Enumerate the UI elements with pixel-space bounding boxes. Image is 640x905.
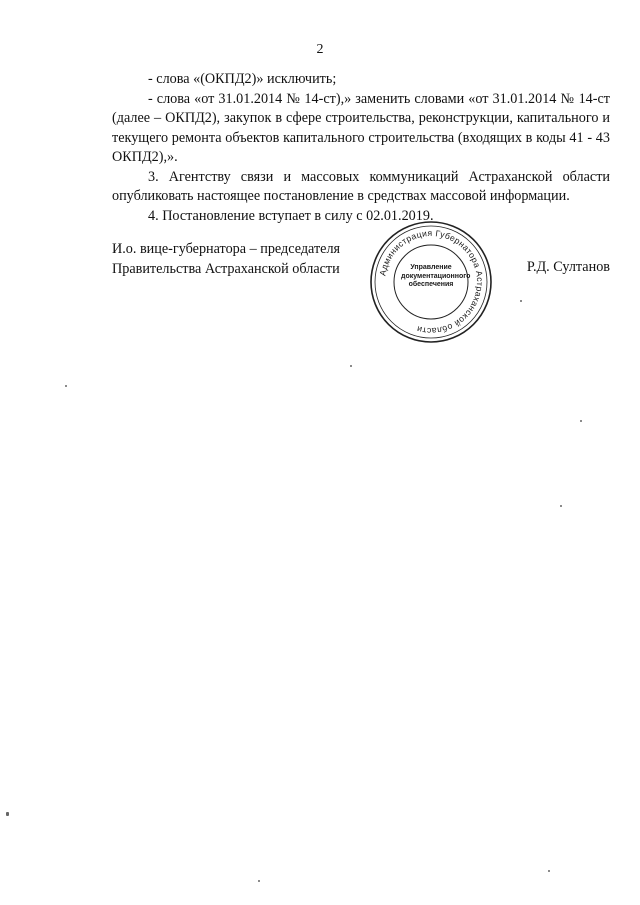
scan-speck [548,870,550,872]
signatory-position-line2: Правительства Астраханской области [112,260,340,277]
scan-speck [350,365,352,367]
stamp-ring-text: Администрация Губернатора Астраханской области [377,227,486,337]
document-body [112,70,610,226]
official-stamp [367,218,495,346]
signatory-position [112,240,340,279]
page-number: 2 [316,42,324,57]
stamp-center-line2: документационного [401,272,471,280]
signatory-name: Р.Д. Султанов [526,259,610,275]
paragraph-3: 3. Агентству связи и массовых коммуникаций Астраханской области опубликовать настоящее постановление в средствах массовой информации. [112,168,610,204]
scan-speck [560,505,562,507]
signature-block [112,227,610,350]
scan-speck [65,385,67,387]
stamp-center-text [401,264,471,290]
paragraph-1: - слова «(ОКПД2)» исключить; [148,71,337,87]
signatory-position-line1: И.о. вице-губернатора – председателя [112,241,341,257]
scan-speck [6,812,9,816]
paragraph-2: - слова «от 31.01.2014 № 14-ст),» заменить словами «от 31.01.2014 № 14-ст (далее – ОКПД2), закупок в сфере строительства, реконструкции, капитального и текущего ремонта объектов капитального строительства (входящих в коды 41 - 43 ОКПД2),». [112,90,610,165]
scan-speck [580,420,582,422]
scan-speck [520,300,522,302]
stamp-center-line1: Управление [410,264,452,271]
paragraph-4: 4. Постановление вступает в силу с 02.01.2019. [148,207,434,224]
scan-speck [258,880,260,882]
stamp-center-line3: обеспечения [408,281,454,288]
